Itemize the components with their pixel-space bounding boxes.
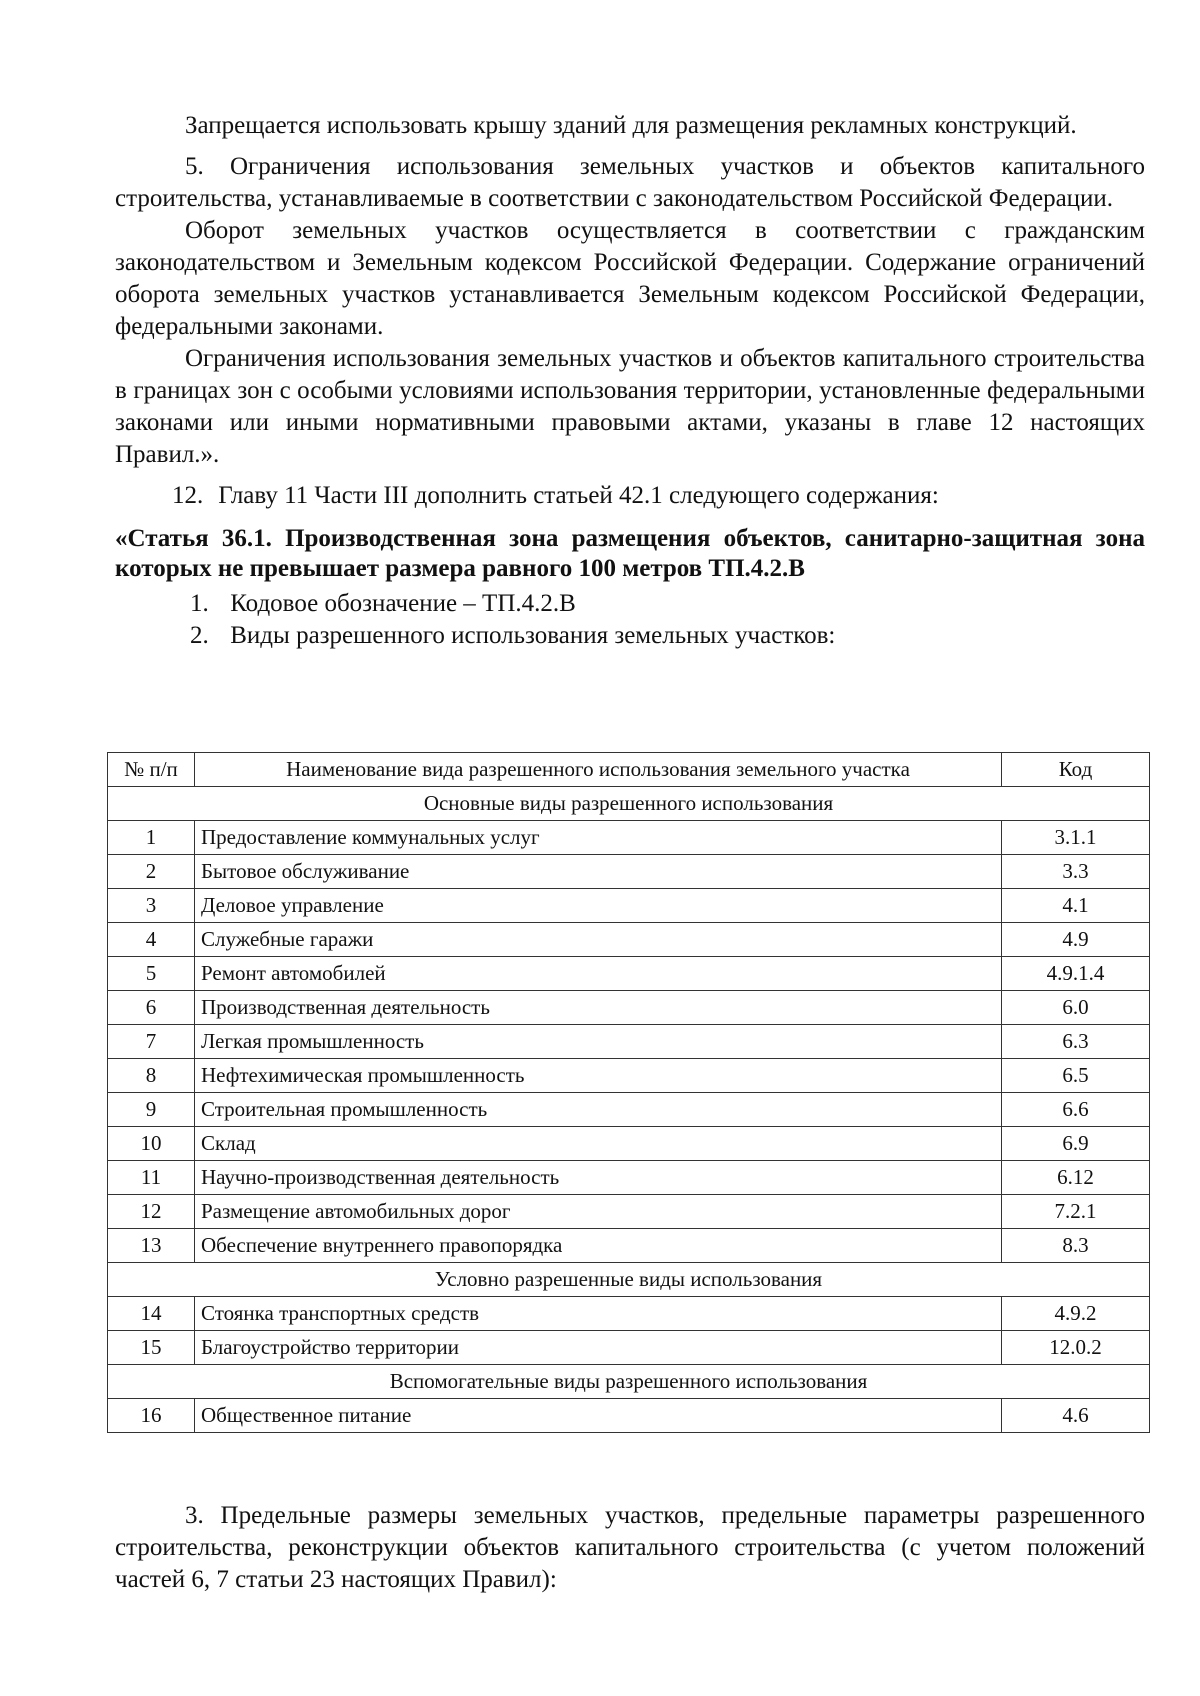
paragraph-item-3: 3. Предельные размеры земельных участков, предельные параметры разрешенного строительства, реконструкции объектов капитального строительства (с учетом положений частей 6, 7 статьи 23 настоящих Правил):: [115, 1502, 1145, 1593]
section-title: Вспомогательные виды разрешенного использования: [108, 1365, 1150, 1399]
table-row: [108, 1093, 1150, 1127]
use-code: 4.9: [1002, 923, 1150, 957]
row-number: 16: [108, 1399, 195, 1433]
table-section-row: [108, 1263, 1150, 1297]
list-item-text: Кодовое обозначение – ТП.4.2.В: [230, 590, 576, 617]
table-row: [108, 1297, 1150, 1331]
use-code: 12.0.2: [1002, 1331, 1150, 1365]
list-item-number: 2.: [190, 622, 209, 649]
use-code: 8.3: [1002, 1229, 1150, 1263]
header-number: № п/п: [108, 753, 195, 787]
table-row: [108, 821, 1150, 855]
use-name: Производственная деятельность: [195, 991, 1002, 1025]
table-row: [108, 1161, 1150, 1195]
item-5-number: 5.: [185, 153, 204, 180]
use-code: 6.6: [1002, 1093, 1150, 1127]
use-name: Предоставление коммунальных услуг: [195, 821, 1002, 855]
use-code: 7.2.1: [1002, 1195, 1150, 1229]
use-name: Нефтехимическая промышленность: [195, 1059, 1002, 1093]
table-row: [108, 1195, 1150, 1229]
item-5-text: Ограничения использования земельных участков и объектов капитального строительства, устанавливаемые в соответствии с законодательством Российской Федерации.: [115, 153, 1146, 212]
list-item-code: [115, 588, 1145, 620]
use-name: Бытовое обслуживание: [195, 855, 1002, 889]
article-heading: «Статья 36.1. Производственная зона размещения объектов, санитарно-защитная зона которых не превышает размера равного 100 метров ТП.4.2.В: [115, 525, 1145, 582]
row-number: 12: [108, 1195, 195, 1229]
table-row: [108, 957, 1150, 991]
row-number: 8: [108, 1059, 195, 1093]
table-section-row: [108, 787, 1150, 821]
table-row: [108, 991, 1150, 1025]
use-name: Легкая промышленность: [195, 1025, 1002, 1059]
row-number: 14: [108, 1297, 195, 1331]
table-body: [108, 787, 1150, 1433]
use-code: 6.12: [1002, 1161, 1150, 1195]
use-name: Деловое управление: [195, 889, 1002, 923]
use-code: 6.9: [1002, 1127, 1150, 1161]
row-number: 4: [108, 923, 195, 957]
row-number: 11: [108, 1161, 195, 1195]
row-number: 10: [108, 1127, 195, 1161]
section-title: Основные виды разрешенного использования: [108, 787, 1150, 821]
use-code: 3.3: [1002, 855, 1150, 889]
row-number: 1: [108, 821, 195, 855]
table-row: [108, 1059, 1150, 1093]
use-name: Размещение автомобильных дорог: [195, 1195, 1002, 1229]
use-code: 4.1: [1002, 889, 1150, 923]
list-item-number: 1.: [190, 590, 209, 617]
use-name: Служебные гаражи: [195, 923, 1002, 957]
use-code: 4.9.2: [1002, 1297, 1150, 1331]
use-name: Строительная промышленность: [195, 1093, 1002, 1127]
use-name: Научно-производственная деятельность: [195, 1161, 1002, 1195]
row-number: 5: [108, 957, 195, 991]
row-number: 13: [108, 1229, 195, 1263]
table-row: [108, 923, 1150, 957]
use-code: 6.3: [1002, 1025, 1150, 1059]
document-page: [115, 110, 1145, 652]
use-code: 4.6: [1002, 1399, 1150, 1433]
row-number: 2: [108, 855, 195, 889]
use-name: Ремонт автомобилей: [195, 957, 1002, 991]
use-name: Обеспечение внутреннего правопорядка: [195, 1229, 1002, 1263]
use-code: 3.1.1: [1002, 821, 1150, 855]
table-row: [108, 855, 1150, 889]
use-name: Стоянка транспортных средств: [195, 1297, 1002, 1331]
table-row: [108, 1331, 1150, 1365]
header-name: Наименование вида разрешенного использования земельного участка: [195, 753, 1002, 787]
use-name: Благоустройство территории: [195, 1331, 1002, 1365]
row-number: 15: [108, 1331, 195, 1365]
table-row: [108, 889, 1150, 923]
use-name: Общественное питание: [195, 1399, 1002, 1433]
use-code: 6.0: [1002, 991, 1150, 1025]
row-number: 7: [108, 1025, 195, 1059]
table-row: [108, 1399, 1150, 1433]
section-title: Условно разрешенные виды использования: [108, 1263, 1150, 1297]
item-12-text: Главу 11 Части III дополнить статьей 42.1 следующего содержания:: [218, 482, 939, 509]
use-code: 6.5: [1002, 1059, 1150, 1093]
item-12-number: 12.: [172, 482, 204, 509]
list-item-uses: [115, 620, 1145, 652]
permitted-uses-table: [107, 752, 1150, 1433]
table-row: [108, 1229, 1150, 1263]
paragraph-roof-ban: Запрещается использовать крышу зданий для размещения рекламных конструкций.: [185, 112, 1077, 139]
table-header-row: [108, 753, 1150, 787]
paragraph-limits: Ограничения использования земельных участков и объектов капитального строительства в границах зон с особыми условиями использования территории, установленные федеральными законами или иными нормативными правовыми актами, указаны в главе 12 настоящих Правил.».: [115, 345, 1145, 468]
list-item-text: Виды разрешенного использования земельных участков:: [230, 622, 836, 649]
paragraph-item-12: [115, 480, 1145, 512]
use-code: 4.9.1.4: [1002, 957, 1150, 991]
row-number: 9: [108, 1093, 195, 1127]
row-number: 3: [108, 889, 195, 923]
header-code: Код: [1002, 753, 1150, 787]
paragraph-item-5: [115, 151, 1145, 215]
table-section-row: [108, 1365, 1150, 1399]
paragraph-turnover: Оборот земельных участков осуществляется в соответствии с гражданским законодательством и Земельным кодексом Российской Федерации. Содержание ограничений оборота земельных участков устанавливается Земельным кодексом Российской Федерации, федеральными законами.: [115, 217, 1145, 340]
table-row: [108, 1025, 1150, 1059]
use-name: Склад: [195, 1127, 1002, 1161]
row-number: 6: [108, 991, 195, 1025]
table-row: [108, 1127, 1150, 1161]
